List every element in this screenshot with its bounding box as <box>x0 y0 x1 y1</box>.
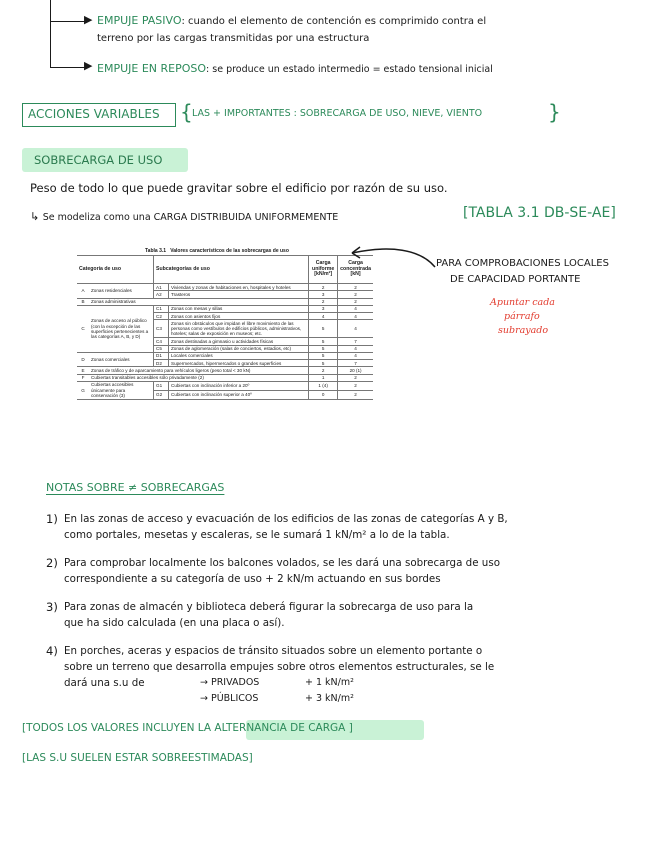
footer-bracket-2: [LAS S.U SUELEN ESTAR SOBREESTIMADAS] <box>22 752 253 764</box>
cell-concentrada: 2 <box>338 390 373 399</box>
cell-code: G2 <box>154 390 169 399</box>
cell-uniforme: 1 <box>309 374 338 381</box>
red-note-1: Apuntar cada <box>490 297 555 308</box>
cell-name: Zonas de tráfico y de aparcamiento para vehículos ligeros (peso total < 30 kN) <box>89 367 309 374</box>
notas-heading: NOTAS SOBRE ≠ SOBRECARGAS <box>46 481 225 494</box>
tabla-reference: [TABLA 3.1 DB-SE-AE] <box>463 205 616 221</box>
empuje-reposo-title: EMPUJE EN REPOSO <box>97 62 207 75</box>
table-row <box>77 305 373 312</box>
cell-concentrada: 2 <box>338 298 373 305</box>
sobrecarga-model: Se modeliza como una CARGA DISTRIBUIDA UNIFORMEMENTE <box>42 212 339 223</box>
red-note-2: párrafo <box>504 311 540 322</box>
empuje-pasivo-text: : cuando el elemento de contención es comprimido contra el <box>181 16 487 27</box>
nota-2-number: 2) <box>46 556 58 570</box>
header-categoria: Categoría de uso <box>77 256 154 284</box>
cell-cat: F <box>77 374 89 381</box>
cell-code: C1 <box>154 305 169 312</box>
nota-1-line2: como portales, mesetas y escaleras, se le sumará 1 kN/m² a lo de la tabla. <box>64 529 450 541</box>
cell-uniforme: 5 <box>309 352 338 359</box>
sobrecarga-arrow: ↳ <box>30 210 40 223</box>
cell-concentrada: 2 <box>338 291 373 298</box>
table-row <box>77 284 373 291</box>
cell-uniforme: 0 <box>309 390 338 399</box>
table-header-row <box>77 256 373 284</box>
cell-uniforme: 3 <box>309 305 338 312</box>
table-row <box>77 374 373 381</box>
cell-cat: B <box>77 298 89 305</box>
cell-uniforme: 1 (4) <box>309 381 338 390</box>
nota-4-line2: sobre un terreno que desarrolla empujes sobre otros elementos estructurales, se le <box>64 661 495 673</box>
cell-concentrada: 7 <box>338 338 373 345</box>
cell-uniforme: 2 <box>309 284 338 291</box>
cell-code: D2 <box>154 360 169 367</box>
cell-concentrada: 20 (1) <box>338 367 373 374</box>
table-row <box>77 352 373 359</box>
cell-name: Zonas comerciales <box>89 352 154 367</box>
cell-cat: C <box>77 305 89 352</box>
cell-uniforme: 2 <box>309 367 338 374</box>
cell-name: Cubiertas accesibles únicamente para conservación (3) <box>89 381 154 399</box>
cell-uniforme: 5 <box>309 345 338 352</box>
footer-1-post: ] <box>348 722 353 734</box>
sobrecarga-heading: SOBRECARGA DE USO <box>34 153 163 167</box>
bracket-vertical-line <box>50 0 51 68</box>
cell-code: D1 <box>154 352 169 359</box>
table-caption-num: Tabla 3.1 <box>145 248 167 254</box>
cell-code: C3 <box>154 320 169 338</box>
cell-desc: Zonas de aglomeración (salas de conciertos, estadios, etc) <box>169 345 309 352</box>
empuje-pasivo-title: EMPUJE PASIVO <box>97 14 182 27</box>
cell-name: Cubiertas transitables accesibles sólo privadamente (2) <box>89 374 309 381</box>
tabla-reference-text: TABLA 3.1 DB-SE-AE <box>468 205 611 221</box>
cell-cat: A <box>77 284 89 299</box>
cell-uniforme: 4 <box>309 313 338 320</box>
cell-concentrada: 4 <box>338 345 373 352</box>
empuje-reposo-text: : se produce un estado intermedio = estado tensional inicial <box>206 64 493 75</box>
cell-desc: Cubiertas con inclinación superior a 40º <box>169 390 309 399</box>
footer-bracket-1 <box>22 722 353 734</box>
nota-4-line3: dará una s.u de <box>64 677 145 689</box>
acciones-subtitle: LAS + IMPORTANTES : SOBRECARGA DE USO, NIEVE, VIENTO <box>192 108 483 119</box>
table-caption-text: Valores característicos de las sobrecargas de uso <box>170 248 289 254</box>
cell-desc: Zonas con mesas y sillas <box>169 305 309 312</box>
cell-cat: G <box>77 381 89 399</box>
cell-concentrada: 2 <box>338 374 373 381</box>
cell-concentrada: 7 <box>338 360 373 367</box>
nota-4-number: 4) <box>46 644 58 658</box>
cell-concentrada: 4 <box>338 320 373 338</box>
cell-desc: Zonas destinadas a gimnasio u actividades físicas <box>169 338 309 345</box>
curved-arrow-icon <box>330 243 440 273</box>
header-uniforme-unit: [kN/m²] <box>314 271 333 278</box>
cell-concentrada: 2 <box>338 381 373 390</box>
nota-1-line1: En las zonas de acceso y evacuación de los edificios de las zonas de categorías A y B, <box>64 513 508 525</box>
red-note-3: subrayado <box>498 325 549 336</box>
arrowhead-2-icon: ▶ <box>84 59 93 72</box>
empuje-pasivo-line <box>97 14 486 27</box>
nota-4-publicos: → PÚBLICOS <box>200 693 259 704</box>
table-row <box>77 298 373 305</box>
table-row <box>77 381 373 390</box>
cell-code: A1 <box>154 284 169 291</box>
footer-1-highlight: LA ALTERNANCIA DE CARGA <box>197 722 346 734</box>
nota-4-privados: → PRIVADOS <box>200 677 260 688</box>
cell-uniforme: 5 <box>309 360 338 367</box>
cell-uniforme: 2 <box>309 298 338 305</box>
cell-concentrada: 4 <box>338 305 373 312</box>
nota-3-line1: Para zonas de almacén y biblioteca deberá figurar la sobrecarga de uso para la <box>64 601 474 613</box>
cell-desc: Supermercados, hipermercados o grandes superficies <box>169 360 309 367</box>
annotation-line1: PARA COMPROBACIONES LOCALES <box>436 258 609 269</box>
footer-1-pre: [TODOS LOS VALORES INCLUYEN <box>22 722 195 734</box>
cell-cat: E <box>77 367 89 374</box>
nota-4-privados-value: + 1 kN/m² <box>305 677 354 688</box>
cell-desc: Zonas sin obstáculos que impidan el libre movimiento de las personas como vestíbulos de edificios públicos, administrativos, hoteles; salas de exposición en museos; etc. <box>169 320 309 338</box>
bracket-arrow-2 <box>50 67 88 68</box>
cell-name: Zonas de acceso al público (con la excepción de las superficies pertenecientes a las categorías A, B, y D) <box>89 305 154 352</box>
nota-3-number: 3) <box>46 600 58 614</box>
nota-2-line2: correspondiente a su categoría de uso + 2 kN/m actuando en sus bordes <box>64 573 441 585</box>
cell-code: A2 <box>154 291 169 298</box>
sobrecarga-model-line <box>30 210 338 223</box>
cell-cat: D <box>77 352 89 367</box>
cell-concentrada: 2 <box>338 284 373 291</box>
cell-desc: Locales comerciales <box>169 352 309 359</box>
nota-4-line1: En porches, aceras y espacios de tránsito situados sobre un elemento portante o <box>64 645 483 657</box>
cell-code: C4 <box>154 338 169 345</box>
cell-code: C2 <box>154 313 169 320</box>
sobrecarga-definition: Peso de todo lo que puede gravitar sobre el edificio por razón de su uso. <box>30 181 448 195</box>
nota-1-number: 1) <box>46 512 58 526</box>
table-caption <box>145 248 289 254</box>
nota-4-publicos-value: + 3 kN/m² <box>305 693 354 704</box>
table-row <box>77 367 373 374</box>
header-concentrada-label: Carga concentrada <box>340 259 372 272</box>
arrowhead-1-icon: ▶ <box>84 13 93 26</box>
cell-concentrada: 4 <box>338 313 373 320</box>
cell-uniforme: 3 <box>309 291 338 298</box>
cell-concentrada: 4 <box>338 352 373 359</box>
header-concentrada-unit: [kN] <box>350 271 361 278</box>
sobrecargas-table <box>77 255 373 400</box>
cell-name: Zonas residenciales <box>89 284 154 299</box>
cell-code: C5 <box>154 345 169 352</box>
cell-uniforme: 5 <box>309 338 338 345</box>
cell-desc: Viviendas y zonas de habitaciones en, hospitales y hoteles <box>169 284 309 291</box>
acciones-variables-title: ACCIONES VARIABLES <box>28 107 160 121</box>
cell-code: G1 <box>154 381 169 390</box>
nota-2-line1: Para comprobar localmente los balcones volados, se les dará una sobrecarga de uso <box>64 557 500 569</box>
cell-uniforme: 5 <box>309 320 338 338</box>
cell-desc: Cubiertas con inclinación inferior a 20º <box>169 381 309 390</box>
nota-3-line2: que ha sido calculada (en una placa o así). <box>64 617 285 629</box>
header-uniforme-label: Carga uniforme <box>312 259 335 272</box>
annotation-line2: DE CAPACIDAD PORTANTE <box>450 274 581 285</box>
bracket-arrow-1 <box>50 21 88 22</box>
brace-close: } <box>548 100 561 124</box>
cell-desc: Trasteros <box>169 291 309 298</box>
empuje-pasivo-line2: terreno por las cargas transmitidas por una estructura <box>97 33 370 44</box>
cell-desc: Zonas con asientos fijos <box>169 313 309 320</box>
brace-open: { <box>180 100 193 124</box>
cell-name: Zonas administrativas <box>89 298 309 305</box>
empuje-reposo-line <box>97 62 493 75</box>
header-subcategoria: Subcategorías de uso <box>154 256 309 284</box>
